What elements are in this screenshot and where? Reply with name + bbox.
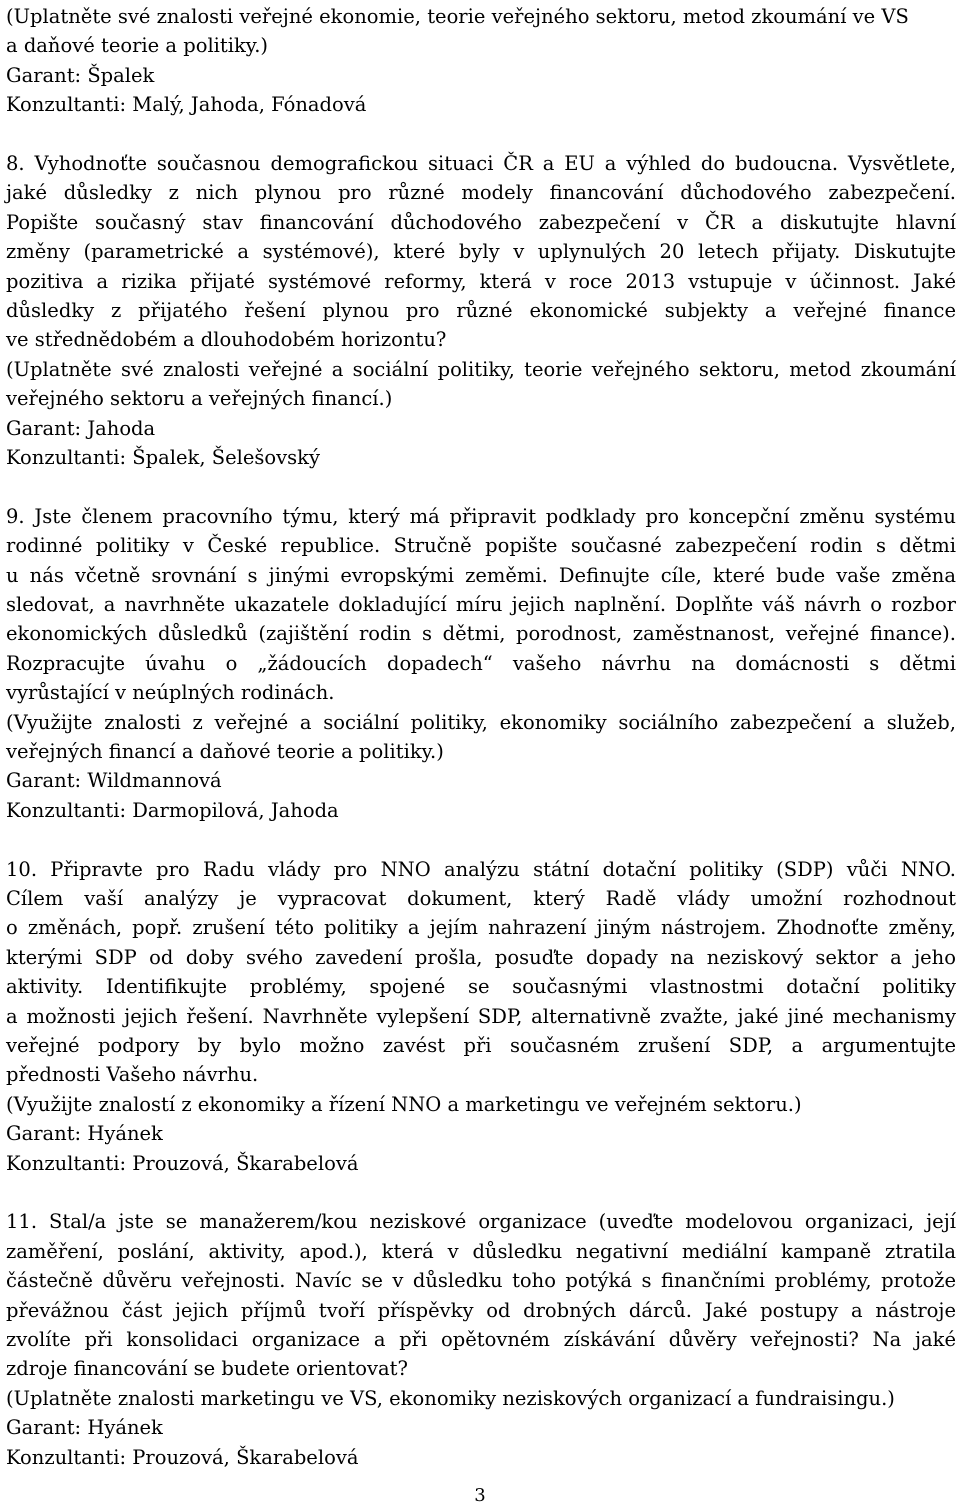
text-line: kterými SDP od doby svého zavedení prošla, posuďte dopady na neziskový sektor a jeho (6, 945, 956, 969)
text-line: veřejného sektoru a veřejných financí.) (6, 387, 393, 411)
text-line: vyrůstající v neúplných rodinách. (6, 681, 335, 705)
text-line: Konzultanti: Špalek, Šelešovský (6, 446, 321, 469)
text-line: Garant: Wildmannová (6, 769, 222, 793)
text-line: (Využijte znalosti z veřejné a sociální politiky, ekonomiky sociálního zabezpečení a služeb, (6, 710, 956, 734)
text-line: zdroje financování se budete orientovat? (6, 1357, 408, 1381)
text-line: (Uplatněte své znalosti veřejné ekonomie, teorie veřejného sektoru, metod zkoumání ve VS (6, 5, 909, 28)
text-line: změny (parametrické a systémové), které byly v uplynulých 20 letech přijaty. Diskutujte (6, 240, 956, 264)
text-line: Popište současný stav financování důchodového zabezpečení v ČR a diskutujte hlavní (6, 210, 956, 234)
text-line: 10. Připravte pro Radu vlády pro NNO analýzu státní dotační politiky (SDP) vůči NNO. (6, 857, 956, 881)
text-line: 9. Jste členem pracovního týmu, který má připravit podklady pro koncepční změnu systému (6, 504, 956, 528)
text-line: (Využijte znalostí z ekonomiky a řízení NNO a marketingu ve veřejném sektoru.) (6, 1092, 802, 1116)
text-line: Garant: Hyánek (6, 1416, 163, 1440)
text-line: veřejných financí a daňové teorie a politiky.) (6, 740, 444, 763)
text-line: přednosti Vašeho návrhu. (6, 1063, 259, 1087)
text-line: 8. Vyhodnoťte současnou demografickou situaci ČR a EU a výhled do budoucna. Vysvětlete, (6, 152, 956, 175)
text-line: Konzultanti: Prouzová, Škarabelová (6, 1445, 359, 1469)
text-line: Garant: Hyánek (6, 1122, 163, 1146)
text-line: a možnosti jejich řešení. Navrhněte vylepšení SDP, alternativně zvažte, jaké jiné mechanismy (6, 1004, 956, 1028)
text-line: ve střednědobém a dlouhodobém horizontu? (6, 328, 447, 352)
text-line: rodinné politiky v České republice. Stručně popište současné zabezpečení rodin s dětmi (6, 534, 956, 558)
text-line: Cílem vaší analýzy je vypracovat dokument, který Radě vlády umožní rozhodnout (6, 887, 956, 910)
text-line: a daňové teorie a politiky.) (6, 34, 269, 58)
text-line: částečně důvěru veřejnosti. Navíc se v důsledku toho potýká s finančními problémy, protože (6, 1269, 956, 1293)
text-line: o změnách, popř. zrušení této politiky a jejím nahrazení jiným nástrojem. Zhodnoťte změny, (6, 916, 956, 940)
text-line: Garant: Špalek (6, 63, 155, 87)
text-line: ekonomických důsledků (zajištění rodin s dětmi, porodnost, zaměstnanost, veřejné finance). (6, 622, 956, 646)
text-line: veřejné podpory by bylo možno zavést při současném zrušení SDP, a argumentujte (6, 1034, 956, 1057)
text-line: 11. Stal/a jste se manažerem/kou neziskové organizace (uveďte modelovou organizaci, její (6, 1210, 956, 1234)
text-line: (Uplatněte své znalosti veřejné a sociální politiky, teorie veřejného sektoru, metod zkoumání (6, 357, 956, 381)
text-line: aktivity. Identifikujte problémy, spojené se současnými vlastnostmi dotační politiky (6, 975, 956, 999)
text-line: převážnou část jejich příjmů tvoří příspěvky od drobných dárců. Jaké postupy a nástroje (6, 1298, 956, 1322)
text-line: důsledky z přijatého řešení plynou pro různé ekonomické subjekty a veřejné finance (6, 299, 956, 322)
text-line: Rozpracujte úvahu o „žádoucích dopadech“ vašeho návrhu na domácnosti s dětmi (6, 651, 956, 675)
text-line: sledovat, a navrhněte ukazatele dokladující míru jejich naplnění. Doplňte váš návrh o rozbor (6, 593, 956, 616)
text-line: zvolíte při konsolidaci organizace a při opětovném získávání důvěry veřejnosti? Na jaké (6, 1328, 956, 1351)
text-line: pozitiva a rizika přijaté systémové reformy, která v roce 2013 vstupuje v účinnost. Jaké (6, 269, 956, 293)
text-line: (Uplatněte znalosti marketingu ve VS, ekonomiky neziskových organizací a fundraisingu.) (6, 1386, 895, 1410)
text-line: zaměření, poslání, aktivity, apod.), která v důsledku negativní mediální kampaně ztratila (6, 1239, 956, 1263)
text-line: Konzultanti: Malý, Jahoda, Fónadová (6, 93, 367, 117)
page-number: 3 (474, 1485, 486, 1506)
text-line: jaké důsledky z nich plynou pro různé modely financování důchodového zabezpečení. (6, 181, 956, 205)
text-line: Garant: Jahoda (6, 416, 156, 440)
text-line: u nás včetně srovnání s jinými evropskými zeměmi. Definujte cíle, které bude vaše změna (6, 563, 956, 587)
text-line: Konzultanti: Prouzová, Škarabelová (6, 1151, 359, 1175)
text-line: Konzultanti: Darmopilová, Jahoda (6, 798, 339, 822)
